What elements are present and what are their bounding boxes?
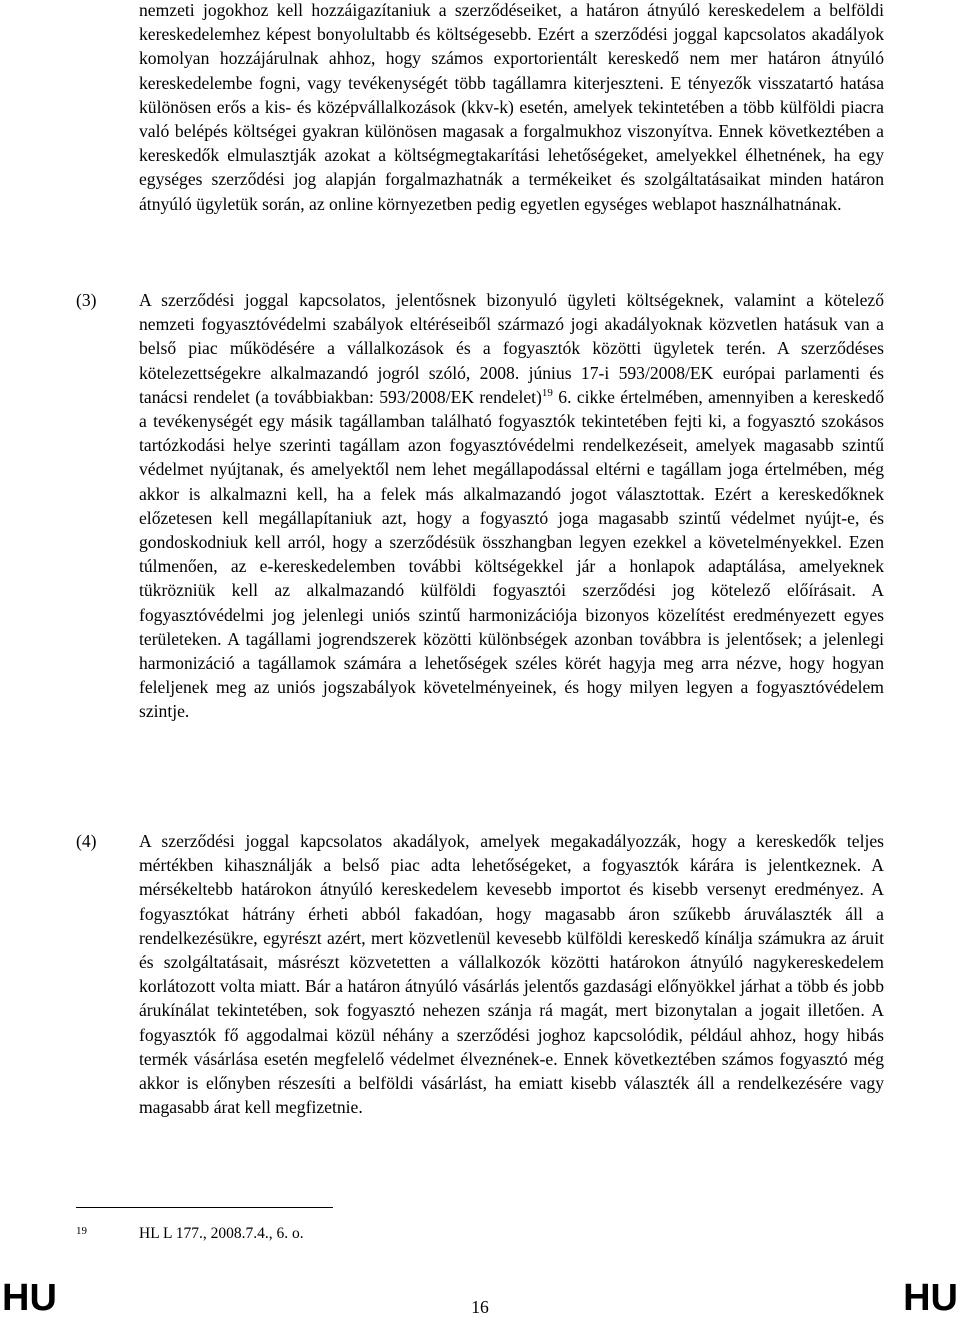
- page-number: 16: [471, 1297, 489, 1317]
- language-code-left: HU: [2, 1277, 57, 1319]
- paragraph-number: (3): [76, 290, 97, 310]
- footnote-text: HL L 177., 2008.7.4., 6. o.: [139, 1225, 304, 1242]
- paragraph-text-part: 6. cikke értelmében, amennyiben a kereskedő a tevékenységét egy másik tagállamban található fogyasztók tekintetében fejti ki, a fogyasztó szokásos tartózkodási helye szerinti tagállam azon fogyasztóvédelmi rendelkezéseit, amelyek magasabb szintű védelmet nyújtanak, és amelyektől nem lehet megállapodással eltérni e tagállam joga értelmében, még akkor is alkalmazni kell, ha a felek más alkalmazandó jogot választottak. Ezért a kereskedőknek előzetesen kell megállapítaniuk azt, hogy a fogyasztó joga magasabb szintű védelmet nyújt-e, és gondoskodniuk kell arról, hogy a szerződésük összhangban legyen ezekkel a követelményekkel. Ezen túlmenően, az e-kereskedelemben további költségekkel jár a honlapok adaptálása, amelyeknek tükrözniük kell az alkalmazandó külföldi fogyasztói szerződési jog kötelező előírásait. A fogyasztóvédelmi jog jelenlegi uniós szintű harmonizációja bizonyos közelítést eredményezett egyes területeken. A tagállami jogrendszerek közötti különbségek azonban továbbra is jelentősek; a jelenlegi harmonizáció a tagállamok számára a lehetőségek széles körét hagyja meg arra nézve, hogy hogyan feleljenek meg az uniós jogszabályok követelményeinek, és hogy milyen legyen a fogyasztóvédelem szintje.: [139, 386, 884, 722]
- paragraph-number: (4): [76, 831, 97, 851]
- continued-paragraph: nemzeti jogokhoz kell hozzáigazítaniuk a szerződéseiket, a határon átnyúló kereskedelem a belföldi kereskedelemhez képest bonyolultabb és költségesebb. Ezért a szerződési joggal kapcsolatos akadályok komolyan hozzájárulnak ahhoz, hogy számos exportorientált kereskedő nem mer határon átnyúló kereskedelembe fogni, vagy tevékenységét több tagállamra kiterjeszteni. E tényezők visszatartó hatása különösen erős a kis- és középvállalkozások (kkv-k) esetén, amelyek tekintetében a több külföldi piacra való belépés költségei gyakran különösen magasak a forgalmukhoz viszonyítva. Ennek következtében a kereskedők elmulasztják azokat a költségmegtakarítási lehetőségeket, amelyekkel élhetnének, ha egy egységes szerződési jog alapján forgalmazhatnák a termékeiket és szolgáltatásaikat minden határon átnyúló ügyletük során, az online környezetben pedig egyetlen egységes weblapot használhatnának.: [139, 0, 884, 214]
- footnote-separator: [76, 1207, 333, 1208]
- paragraph-text: [139, 288, 884, 724]
- paragraph-text-part: A szerződési joggal kapcsolatos, jelentősnek bizonyuló ügyleti költségeknek, valamint a kötelező nemzeti fogyasztóvédelmi szabályok eltéréseiből származó jogi akadályoknak közvetlen hatásuk van a belső piac működésére a vállalkozások és a fogyasztók közötti ügyletek terén. A szerződéses kötelezettségekre alkalmazandó jogról szóló, 2008. június 17-i 593/2008/EK európai parlamenti és tanácsi rendelet (a továbbiakban: 593/2008/EK rendelet): [139, 290, 884, 407]
- language-code-right: HU: [903, 1277, 958, 1319]
- footnote-number: 19: [76, 1225, 87, 1237]
- footnote-reference[interactable]: 19: [541, 386, 553, 399]
- paragraph-text: A szerződési joggal kapcsolatos akadályok, amelyek megakadályozzák, hogy a kereskedők teljes mértékben kihasználják a belső piac adta lehetőségeket, a fogyasztók kárára is jelentkeznek. A mérsékeltebb határokon átnyúló kereskedelem kevesebb importot és kisebb versenyt eredményez. A fogyasztókat hátrány érheti abból fakadóan, hogy magasabb áron szűkebb áruválaszték áll a rendelkezésükre, egyrészt azért, mert közvetlenül kevesebb külföldi kereskedő kínálja számukra az áruit és szolgáltatásait, másrészt közvetetten a vállalkozók közötti határokon átnyúló nagykereskedelem korlátozott volta miatt. Bár a határon átnyúló vásárlás jelentős gazdasági előnyökkel járhat a több és jobb árukínálat tekintetében, sok fogyasztó nehezen szánja rá magát, mert bizonytalan a jogait illetően. A fogyasztók fő aggodalmai közül néhány a szerződési joghoz kapcsolódik, például ahhoz, hogy hibás termék vásárlása esetén megfelelő védelmet élveznének-e. Ennek következtében számos fogyasztó még akkor is előnyben részesíti a belföldi vásárlást, ha emiatt kisebb választék áll a rendelkezésére vagy magasabb árat kell megfizetnie.: [139, 831, 884, 1118]
